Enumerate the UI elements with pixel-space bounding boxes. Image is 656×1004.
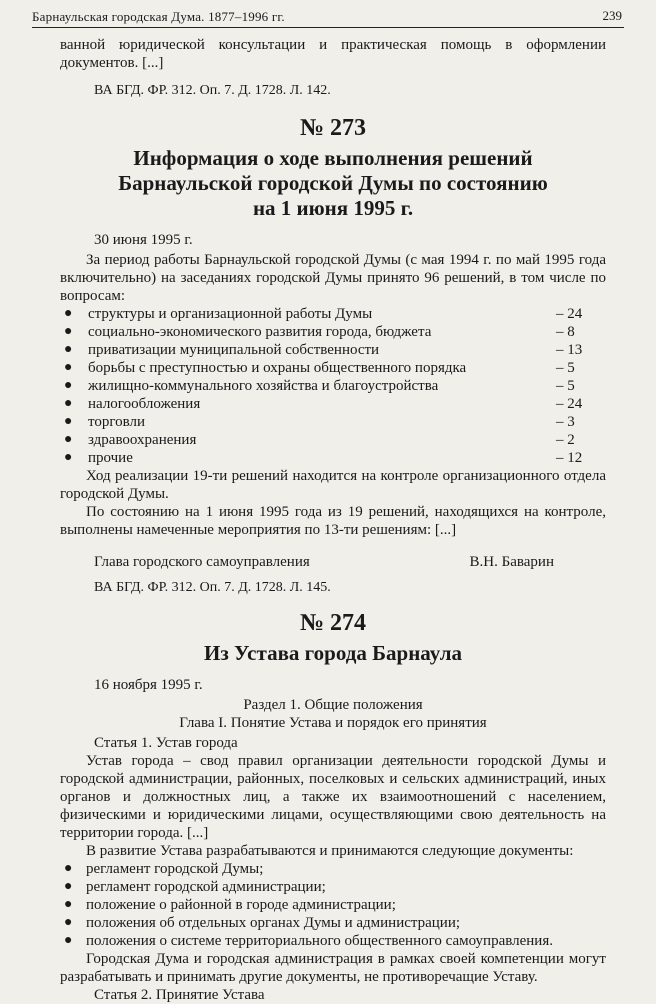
list-item xyxy=(60,860,606,878)
doc273-paragraph-2: По состоянию на 1 июня 1995 года из 19 решений, находящихся на контроле, выполнены намеченные мероприятия по 13-ти решениям: [...] xyxy=(60,504,606,538)
bullet-icon: ● xyxy=(64,324,73,339)
topic-label: прочие xyxy=(88,450,133,466)
doc274-article-2-heading: Статья 2. Принятие Устава xyxy=(94,987,265,1003)
topic-count: – 12 xyxy=(556,450,583,466)
topic-label: структуры и организационной работы Думы xyxy=(88,306,373,322)
list-item-text: регламент городской администрации; xyxy=(86,879,326,895)
list-item xyxy=(60,932,606,950)
intro-tail-paragraph: ванной юридической консультации и практическая помощь в оформлении документов. [...] xyxy=(60,37,606,71)
signature-title: Глава городского самоуправления xyxy=(94,554,310,570)
topic-count: – 24 xyxy=(556,306,583,322)
topic-count: – 2 xyxy=(556,432,575,448)
topic-count: – 24 xyxy=(556,396,583,412)
bullet-icon: ● xyxy=(64,360,73,375)
document-274 xyxy=(60,609,606,1004)
list-item xyxy=(60,449,606,467)
signature-name: В.Н. Баварин xyxy=(469,554,554,570)
list-item xyxy=(60,431,606,449)
doc274-title: Из Устава города Барнаула xyxy=(204,641,462,665)
bullet-icon: ● xyxy=(64,879,73,894)
doc274-paragraph-2: В развитие Устава разрабатываются и принимаются следующие документы: xyxy=(86,843,574,859)
doc274-section-heading: Раздел 1. Общие положения xyxy=(243,697,423,713)
list-item xyxy=(60,914,606,932)
list-item xyxy=(60,896,606,914)
topic-count: – 5 xyxy=(556,378,575,394)
running-header xyxy=(32,4,624,28)
list-item xyxy=(60,323,606,341)
list-item xyxy=(60,413,606,431)
doc274-date: 16 ноября 1995 г. xyxy=(94,677,203,693)
list-item-text: положение о районной в городе администрации; xyxy=(86,897,396,913)
topic-label: социально-экономического развития города, бюджета xyxy=(88,324,432,340)
list-item xyxy=(60,377,606,395)
doc273-source-reference: ВА БГД. ФР. 312. Оп. 7. Д. 1728. Л. 145. xyxy=(94,580,331,595)
doc274-number: № 274 xyxy=(299,610,367,636)
list-item-text: регламент городской Думы; xyxy=(86,861,264,877)
topic-label: борьбы с преступностью и охраны общественного порядка xyxy=(88,360,467,376)
bullet-icon: ● xyxy=(64,861,73,876)
doc273-topics-list xyxy=(60,305,606,467)
header-rule xyxy=(32,27,624,28)
page-content xyxy=(60,36,606,1004)
topic-label: жилищно-коммунального хозяйства и благоустройства xyxy=(88,378,439,394)
doc273-paragraph-1: Ход реализации 19-ти решений находится на контроле организационного отдела городской Думы. xyxy=(60,468,606,502)
doc274-paragraph-1: Устав города – свод правил организации деятельности городской Думы и городской администрации, районных, поселковых и сельских администраций, иных органов и должностных лиц, а также их взаимоотношений с населением, физическими и юридическими лицами, осуществляющими свою деятельность на территории города. [...] xyxy=(60,753,606,841)
doc273-title-line: на 1 июня 1995 г. xyxy=(252,196,414,220)
bullet-icon: ● xyxy=(64,414,73,429)
list-item-text: положения о системе территориального общественного самоуправления. xyxy=(86,933,553,949)
topic-label: здравоохранения xyxy=(88,432,197,448)
bullet-icon: ● xyxy=(64,915,73,930)
doc273-date: 30 июня 1995 г. xyxy=(94,232,193,248)
topic-label: торговли xyxy=(88,414,146,430)
doc274-article-1-heading: Статья 1. Устав города xyxy=(94,735,238,751)
topic-count: – 3 xyxy=(556,414,575,430)
list-item xyxy=(60,359,606,377)
bullet-icon: ● xyxy=(64,306,73,321)
page-number: 239 xyxy=(602,8,622,23)
bullet-icon: ● xyxy=(64,933,73,948)
running-header-title: Барнаульская городская Дума. 1877–1996 гг. xyxy=(32,9,285,24)
list-item xyxy=(60,305,606,323)
doc273-lead-paragraph: За период работы Барнаульской городской Думы (с мая 1994 г. по май 1995 года включительно) на заседаниях городской Думы принято 96 решений, в том числе по вопросам: xyxy=(60,252,606,304)
bullet-icon: ● xyxy=(64,342,73,357)
list-item xyxy=(60,395,606,413)
doc273-signature xyxy=(60,553,606,571)
list-item xyxy=(60,341,606,359)
topic-label: приватизации муниципальной собственности xyxy=(88,342,380,358)
doc274-documents-list xyxy=(60,860,606,950)
bullet-icon: ● xyxy=(64,897,73,912)
document-273 xyxy=(60,114,606,597)
list-item xyxy=(60,878,606,896)
topic-count: – 5 xyxy=(556,360,575,376)
topic-count: – 8 xyxy=(556,324,575,340)
doc273-title xyxy=(60,146,606,221)
list-item-text: положения об отдельных органах Думы и администрации; xyxy=(86,915,461,931)
doc274-paragraph-3: Городская Дума и городская администрация в рамках своей компетенции могут разрабатывать и принимать другие документы, не противоречащие Уставу. xyxy=(60,951,606,985)
doc274-chapter-heading: Глава I. Понятие Устава и порядок его принятия xyxy=(179,715,487,731)
intro-source-reference: ВА БГД. ФР. 312. Оп. 7. Д. 1728. Л. 142. xyxy=(94,83,331,98)
doc273-title-line: Информация о ходе выполнения решений xyxy=(133,146,533,170)
bullet-icon: ● xyxy=(64,396,73,411)
bullet-icon: ● xyxy=(64,378,73,393)
bullet-icon: ● xyxy=(64,450,73,465)
bullet-icon: ● xyxy=(64,432,73,447)
topic-count: – 13 xyxy=(556,342,583,358)
doc273-number: № 273 xyxy=(299,115,367,141)
topic-label: налогообложения xyxy=(88,396,201,412)
doc273-title-line: Барнаульской городской Думы по состоянию xyxy=(118,171,548,195)
